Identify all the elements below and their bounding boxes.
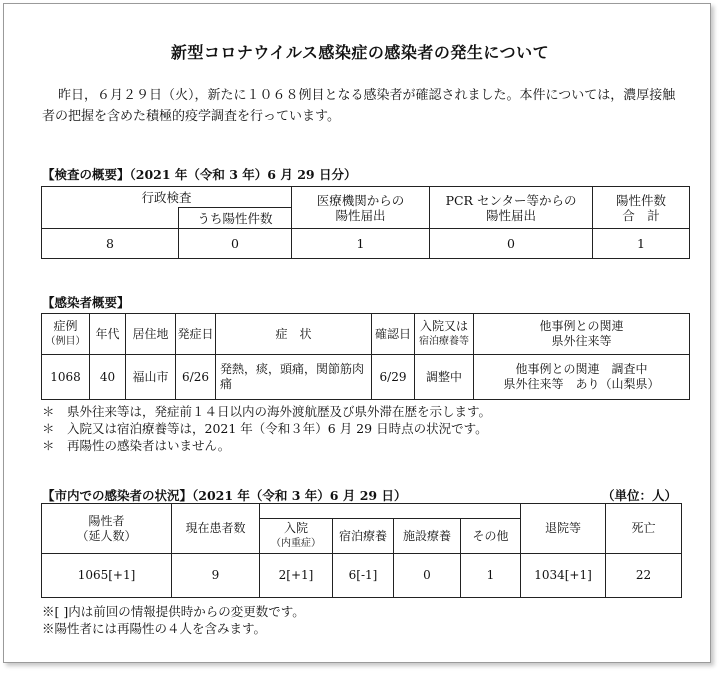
note-item: ＊ 入院又は宿泊療養等は，2021 年（令和３年）6 月 29 日時点の状況です。 (42, 421, 488, 436)
header-pcr (430, 187, 593, 229)
header-admin-cell (42, 187, 292, 208)
note-item: ＊ 県外往来等は，発症前１４日以内の海外渡航歴及び県外滞在歴を示します。 (42, 404, 492, 419)
header-positive (42, 504, 172, 554)
value-current: 9 (172, 554, 260, 598)
note-item: ＊ 再陽性の感染者はいません。 (42, 438, 231, 453)
value-positive: 1065[+1] (42, 554, 172, 598)
cell-age: 40 (90, 355, 126, 400)
patients-table (41, 313, 690, 400)
header-other: その他 (461, 519, 521, 554)
value-facility: 0 (394, 554, 461, 598)
header-case-line1: 症例 (53, 319, 78, 333)
header-current: 現在患者数 (172, 504, 260, 554)
city-notes (42, 603, 305, 637)
note-item: ※陽性者には再陽性の４人を含みます。 (42, 621, 267, 636)
header-positive-line2: （延人数） (76, 528, 137, 543)
header-current-breakdown-cap (260, 504, 521, 519)
header-positive: うち陽性件数 (179, 208, 292, 229)
patients-heading: 【感染者概要】 (42, 295, 130, 310)
header-hosp (415, 314, 474, 355)
cell-hosp: 調整中 (415, 355, 474, 400)
header-hosp (260, 519, 333, 554)
value-hotel: 6[-1] (333, 554, 394, 598)
header-hosp-line2: 宿泊療養等 (419, 336, 469, 347)
cell-onset: 6/26 (176, 355, 216, 400)
cell-relation-line2: 県外往来等 あり（山梨県） (503, 377, 660, 391)
value-medical: 1 (292, 229, 430, 259)
cell-relation (474, 355, 690, 400)
inspection-table (41, 186, 690, 259)
header-hosp-line1: 入院 (283, 521, 308, 535)
cell-symptoms: 発熱，痰，頭痛，関節筋肉痛 (216, 355, 372, 400)
header-pcr-line2: 陽性届出 (486, 207, 537, 223)
value-pcr: 0 (430, 229, 593, 259)
patients-notes (42, 403, 491, 454)
header-onset: 発症日 (176, 314, 216, 355)
value-total: 1 (593, 229, 690, 259)
header-total-line2: 合 計 (622, 207, 660, 223)
value-discharged: 1034[+1] (521, 554, 606, 598)
header-medical (292, 187, 430, 229)
header-relation-line2: 県外往来等 (551, 334, 612, 348)
cell-relation-line1: 他事例との関連 調査中 (515, 362, 648, 376)
header-hosp-line2: （内重症） (271, 538, 321, 549)
value-positive: 0 (179, 229, 292, 259)
header-admin: 行政検査 (141, 189, 192, 205)
header-residence: 居住地 (126, 314, 176, 355)
header-age: 年代 (90, 314, 126, 355)
intro-paragraph: 昨日，６月２９日（火），新たに１０６８例目となる感染者が確認されました。本件については，濃厚接触者の把握を含めた積極的疫学調査を行っています。 (42, 88, 676, 124)
header-admin-spacer (42, 208, 179, 229)
header-medical-line2: 陽性届出 (335, 207, 386, 223)
header-facility: 施設療養 (394, 519, 461, 554)
header-hotel: 宿泊療養 (333, 519, 394, 554)
inspection-heading: 【検査の概要】（2021 年（令和 3 年）6 月 29 日分） (42, 167, 357, 182)
header-case (42, 314, 90, 355)
header-symptoms: 症 状 (216, 314, 372, 355)
value-hosp: 2[+1] (260, 554, 333, 598)
header-medical-line1: 医療機関からの (316, 192, 405, 208)
unit-label: （単位：人） (602, 488, 678, 503)
header-positive-line1: 陽性者 (88, 513, 125, 528)
header-discharged: 退院等 (521, 504, 606, 554)
city-heading: 【市内での感染者の状況】（2021 年（令和 3 年）6 月 29 日） (42, 488, 407, 503)
value-admin: 8 (42, 229, 179, 259)
note-item: ※[ ]内は前回の情報提供時からの変更数です。 (42, 604, 305, 619)
value-other: 1 (461, 554, 521, 598)
header-pcr-line1: PCR センター等からの (445, 192, 577, 208)
header-case-line2: （例目） (45, 336, 86, 347)
cell-residence: 福山市 (126, 355, 176, 400)
header-total (593, 187, 690, 229)
header-death: 死亡 (606, 504, 682, 554)
header-relation-line1: 他事例との関連 (539, 319, 624, 333)
cell-confirmed: 6/29 (372, 355, 415, 400)
header-confirmed: 確認日 (372, 314, 415, 355)
cell-case: 1068 (42, 355, 90, 400)
header-total-line1: 陽性件数 (616, 192, 667, 208)
header-relation (474, 314, 690, 355)
page-title: 新型コロナウイルス感染症の感染者の発生について (170, 43, 550, 62)
city-table (41, 503, 682, 598)
header-hosp-line1: 入院又は (419, 319, 468, 333)
value-death: 22 (606, 554, 682, 598)
